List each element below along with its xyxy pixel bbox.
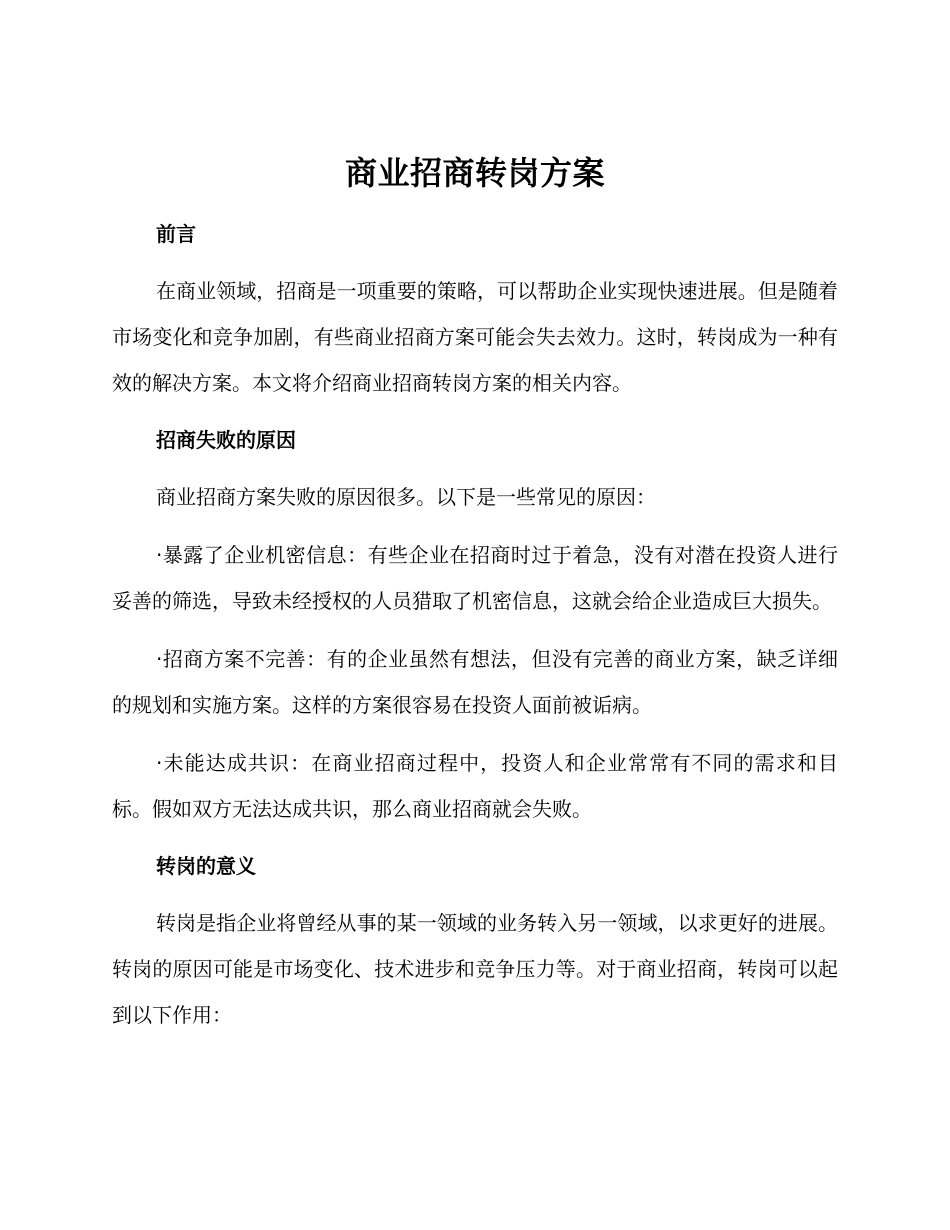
list-item-text: 未能达成共识：在商业招商过程中，投资人和企业常常有不同的需求和目标。假如双方无法达成共识，那么商业招商就会失败。 (112, 751, 838, 821)
document-title: 商业招商转岗方案 (344, 154, 605, 192)
list-item-text: 招商方案不完善：有的企业虽然有想法，但没有完善的商业方案，缺乏详细的规划和实施方案。这样的方案很容易在投资人面前被诟病。 (112, 647, 838, 717)
preface-paragraph: 在商业领域，招商是一项重要的策略，可以帮助企业实现快速进展。但是随着市场变化和竞争加剧，有些商业招商方案可能会失去效力。这时，转岗成为一种有效的解决方案。本文将介绍商业招商转岗方案的相关内容。 (112, 279, 838, 395)
list-item (112, 636, 838, 728)
section-heading-preface: 前言 (156, 222, 196, 246)
section-heading-transfer-meaning: 转岗的意义 (156, 854, 256, 878)
bullet-dot-icon: · (156, 751, 163, 775)
section-heading-failure-reasons: 招商失败的原因 (156, 428, 296, 452)
bullet-dot-icon: · (156, 647, 163, 671)
transfer-meaning-paragraph: 转岗是指企业将曾经从事的某一领域的业务转入另一领域，以求更好的进展。转岗的原因可能是市场变化、技术进步和竞争压力等。对于商业招商，转岗可以起到以下作用： (112, 911, 838, 1027)
list-item (112, 532, 838, 624)
list-item-text: 暴露了企业机密信息：有些企业在招商时过于着急，没有对潜在投资人进行妥善的筛选，导致未经授权的人员猎取了机密信息，这就会给企业造成巨大损失。 (112, 543, 838, 613)
failure-reasons-intro: 商业招商方案失败的原因很多。以下是一些常见的原因： (156, 485, 656, 509)
bullet-dot-icon: · (156, 543, 163, 567)
list-item (112, 740, 838, 832)
